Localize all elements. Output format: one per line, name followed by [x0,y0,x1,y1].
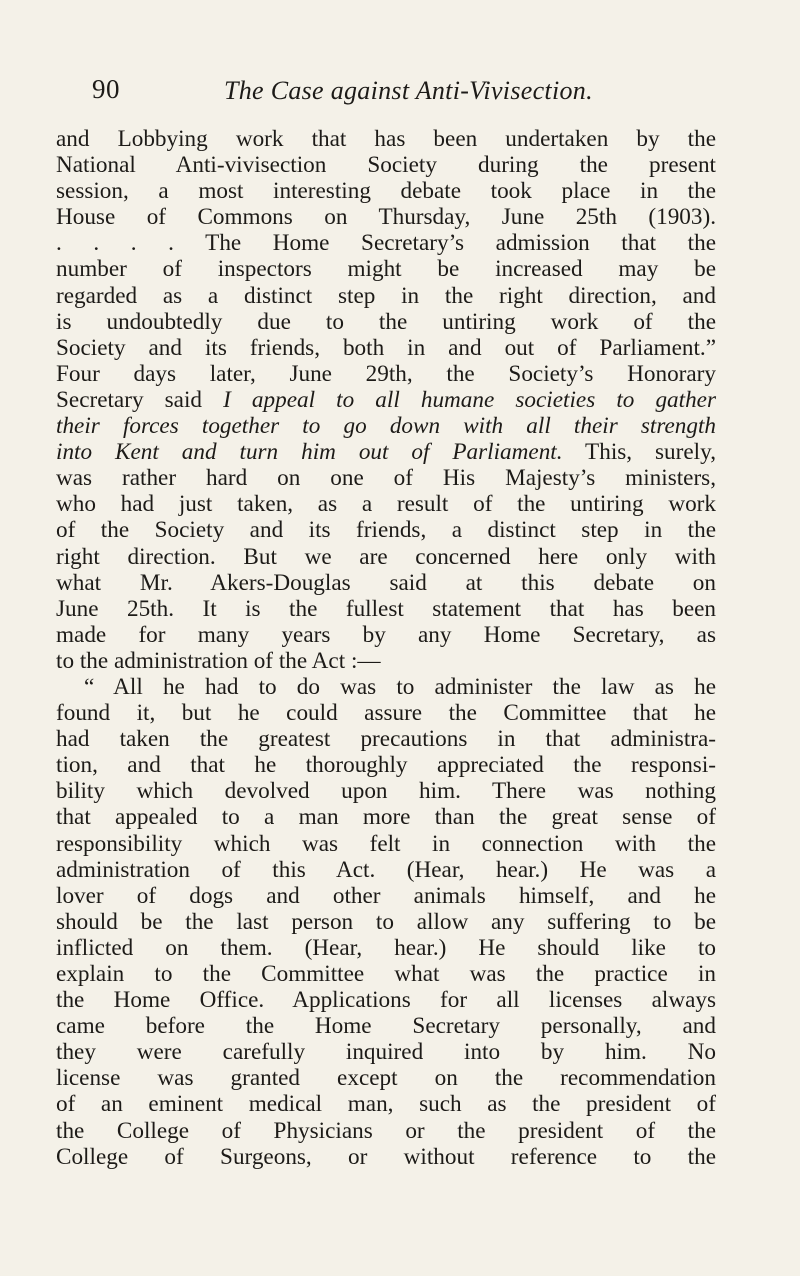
text-line: House of Commons on Thursday, June 25th (1903). [56,204,716,231]
text-line: made for many years by any Home Secretary, as [56,621,716,648]
text-line: National Anti-vivisection Society during the present [56,152,716,179]
text-line: Four days later, June 29th, the Society’s Honorary [56,360,716,387]
text-line: . . . . The Home Secretary’s admission that the [56,230,716,257]
text-line: June 25th. It is the fullest statement that has been [56,595,716,622]
text-line: of the Society and its friends, a distinct step in the [56,517,716,544]
text-line: tion, and that he thoroughly appreciated the responsi- [56,752,716,779]
italic-quote: I appeal to all humane societies to gather [223,386,716,413]
text-line: inflicted on them. (Hear, hear.) He should like to [56,934,716,961]
text-line: session, a most interesting debate took place in the [56,178,716,205]
page-header [92,74,732,114]
text-line: they were carefully inquired into by him. No [56,1039,716,1066]
text-line: that appealed to a man more than the great sense of [56,804,716,831]
text-line: bility which devolved upon him. There was nothing [56,778,716,805]
text-line: lover of dogs and other animals himself, and he [56,882,716,909]
running-title: The Case against Anti-Vivisection. [224,76,593,105]
text-line: what Mr. Akers-Douglas said at this debate on [56,569,716,596]
text-line: license was granted except on the recommendation [56,1065,716,1092]
text-line: was rather hard on one of His Majesty’s ministers, [56,465,716,492]
text-line: administration of this Act. (Hear, hear.) He was a [56,856,716,883]
text-line: regarded as a distinct step in the right direction, and [56,282,716,309]
text-line [56,439,716,465]
italic-quote: their forces together to go down with all their strength [56,413,716,440]
text-line [56,413,716,439]
text-segment: This, surely, [562,439,716,466]
text-line: right direction. But we are concerned here only with [56,543,716,570]
italic-quote: into Kent and turn him out of Parliament. [56,439,563,466]
text-line: “ All he had to do was to administer the law as he [84,673,716,700]
text-line: College of Surgeons, or without reference to the [56,1143,716,1170]
text-line: found it, but he could assure the Committee that he [56,700,716,727]
text-line: the Home Office. Applications for all licenses always [56,987,716,1014]
text-line: number of inspectors might be increased may be [56,256,716,283]
text-line: explain to the Committee what was the practice in [56,961,716,987]
text-line: the College of Physicians or the president of the [56,1117,716,1144]
text-line: should be the last person to allow any suffering to be [56,908,716,935]
text-line: came before the Home Secretary personally, and [56,1013,716,1040]
text-line: responsibility which was felt in connection with the [56,830,716,857]
text-line: Society and its friends, both in and out of Parliament.” [56,334,716,361]
text-line: is undoubtedly due to the untiring work of the [56,308,716,335]
text-line: had taken the greatest precautions in that administra- [56,726,716,753]
body-text [56,126,716,1170]
text-line: and Lobbying work that has been undertaken by the [56,126,716,152]
text-segment: Secretary said [56,386,224,413]
page-number: 90 [92,74,120,104]
text-line: who had just taken, as a result of the untiring work [56,491,716,518]
text-line: to the administration of the Act :— [56,647,381,674]
text-line [56,387,716,413]
text-line: of an eminent medical man, such as the president of [56,1091,716,1118]
